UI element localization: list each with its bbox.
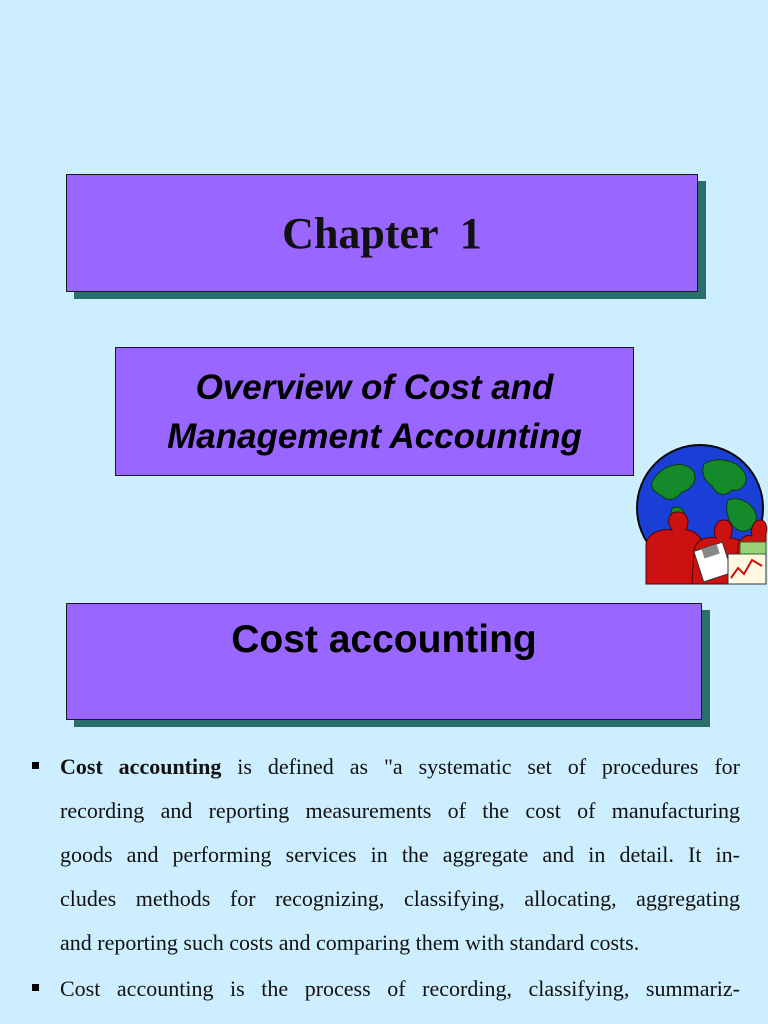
globe-business-people-icon [632,442,768,586]
section-title-box [66,603,702,720]
overview-subtitle-line-2: Management Accounting [167,416,582,456]
bullet-square-icon [32,984,39,991]
paragraph-line: Cost accounting is defined as "a systematic set of procedures for [60,754,740,779]
body-text [30,745,740,1011]
overview-subtitle-box [115,347,634,476]
chapter-title-box [66,174,698,292]
paragraph-line: and reporting such costs and comparing them with standard costs. [60,930,640,955]
section-title: Cost accounting [231,618,537,661]
bullet-paragraph-2 [30,967,740,1011]
paragraph-line: goods and performing services in the aggregate and in detail. It in- [60,842,740,867]
bold-term: Cost accounting [60,754,222,779]
bullet-square-icon [32,762,39,769]
paragraph-line: recording and reporting measurements of the cost of manufacturing [60,798,740,823]
paragraph-line: Cost accounting is the process of recording, classifying, summariz- [60,976,740,1001]
overview-subtitle-line-1: Overview of Cost and [195,367,554,407]
paragraph-line: cludes methods for recognizing, classifying, allocating, aggregating [60,886,740,911]
chapter-title: Chapter 1 [282,208,482,258]
bullet-paragraph-1 [30,745,740,965]
